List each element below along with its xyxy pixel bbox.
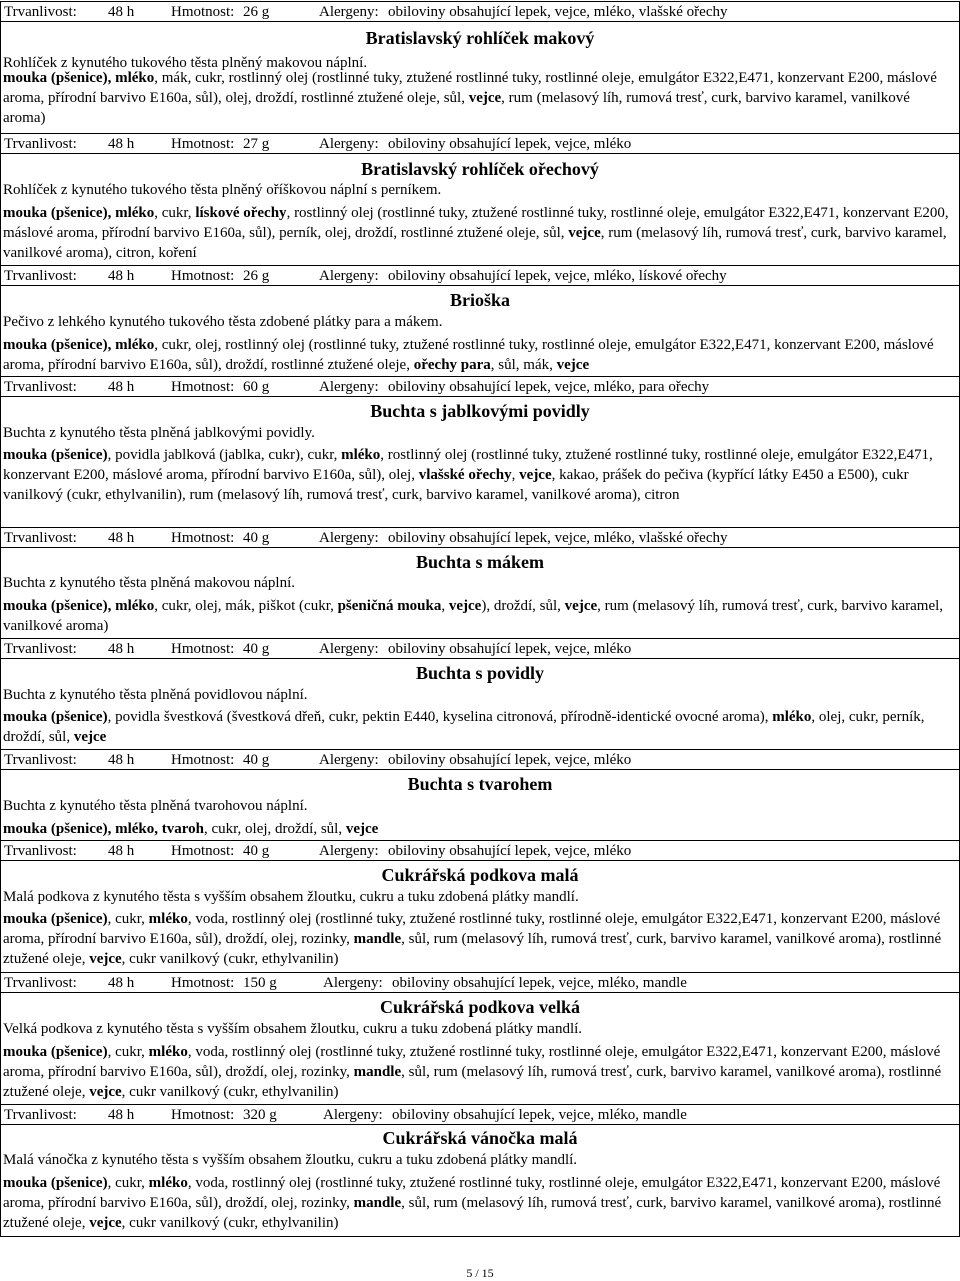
ingredient-text: , sůl, rum (melasový líh, rumová tresť, curk, barvivo karamel, vanilkové aroma), rostlinné ztužené oleje, xyxy=(3,931,942,967)
shelf-life-label: Trvanlivost: xyxy=(4,641,77,657)
page-number: 5 / 15 xyxy=(466,1266,494,1280)
allergens-value: obiloviny obsahující lepek, vejce, mléko xyxy=(388,136,632,152)
product-description: Rohlíček z kynutého tukového těsta plněný oříškovou náplní s perníkem. xyxy=(3,182,442,198)
product-title: Cukrářská podkova velká xyxy=(379,997,581,1017)
ingredient-allergen: mouka (pšenice), mléko xyxy=(3,337,155,353)
product-title: Buchta s tvarohem xyxy=(407,774,553,794)
product-ingredients xyxy=(3,1173,956,1235)
weight-value: 27 g xyxy=(243,136,270,152)
ingredient-allergen: mouka (pšenice), mléko xyxy=(3,205,155,221)
ingredient-allergen: vejce xyxy=(73,729,107,745)
allergens-label: Alergeny: xyxy=(323,1107,383,1123)
product-ingredients xyxy=(3,707,956,747)
shelf-life-value: 48 h xyxy=(108,641,135,657)
ingredient-allergen: mandle xyxy=(353,931,402,947)
product-description: Rohlíček z kynutého tukového těsta plněný makovou náplní. xyxy=(3,55,368,71)
ingredient-allergen: vejce xyxy=(468,90,502,106)
allergens-value: obiloviny obsahující lepek, vejce, mléko, mandle xyxy=(392,975,687,991)
weight-value: 150 g xyxy=(243,975,277,991)
product-info-row xyxy=(0,972,960,993)
ingredient-allergen: mouka (pšenice), mléko xyxy=(3,70,155,86)
product-info-row xyxy=(0,638,960,659)
product-info-row xyxy=(0,840,960,861)
weight-label: Hmotnost: xyxy=(171,641,235,657)
product-ingredients xyxy=(3,335,956,375)
allergens-value: obiloviny obsahující lepek, vejce, mléko, vlašské ořechy xyxy=(388,4,728,20)
allergens-value: obiloviny obsahující lepek, vejce, mléko xyxy=(388,843,632,859)
product-description: Malá vánočka z kynutého těsta s vyšším obsahem žloutku, cukru a tuku zdobená plátky mandlí. xyxy=(3,1152,578,1168)
ingredient-allergen: vejce xyxy=(564,598,598,614)
product-title: Buchta s mákem xyxy=(415,552,544,572)
product-ingredients xyxy=(3,1042,956,1104)
ingredient-text: , rostlinný olej (rostlinné tuky, ztužené rostlinné tuky, rostlinné oleje, emulgátor E322,E471, konzervant E200, máslové aroma, přírodní barvivo E160a, sůl), perník, olej, droždí, rostlinné ztužené oleje, sůl, xyxy=(3,205,949,241)
ingredient-allergen: lískové ořechy xyxy=(195,205,287,221)
ingredient-text: ), droždí, sůl, xyxy=(481,598,565,614)
weight-value: 40 g xyxy=(243,752,270,768)
product-title: Bratislavský rohlíček ořechový xyxy=(361,159,599,179)
product-description: Buchta z kynutého těsta plněná tvarohovou náplní. xyxy=(3,798,308,814)
shelf-life-value: 48 h xyxy=(108,530,135,546)
ingredient-text: , mák, cukr, rostlinný olej (rostlinné tuky, ztužené rostlinné tuky, rostlinné oleje, emulgátor E322,E471, konzervant E200, máslové aroma, přírodní barvivo E160a, sůl), olej, droždí, rostlinné ztužené oleje, sůl, xyxy=(3,70,937,106)
ingredient-allergen: mouka (pšenice) xyxy=(3,1175,108,1191)
allergens-label: Alergeny: xyxy=(319,4,379,20)
ingredient-allergen: vejce xyxy=(448,598,482,614)
ingredient-text: , xyxy=(511,467,520,483)
ingredient-text: , cukr, xyxy=(107,911,149,927)
shelf-life-label: Trvanlivost: xyxy=(4,379,77,395)
product-description: Pečivo z lehkého kynutého tukového těsta zdobené plátky para a mákem. xyxy=(3,314,443,330)
shelf-life-value: 48 h xyxy=(108,4,135,20)
weight-label: Hmotnost: xyxy=(171,1107,235,1123)
weight-value: 40 g xyxy=(243,843,270,859)
ingredient-text: , sůl, rum (melasový líh, rumová tresť, curk, barvivo karamel, vanilkové aroma), rostlinné ztužené oleje, xyxy=(3,1195,942,1231)
product-title: Brioška xyxy=(449,290,510,310)
weight-label: Hmotnost: xyxy=(171,752,235,768)
ingredient-allergen: mouka (pšenice) xyxy=(3,709,108,725)
shelf-life-value: 48 h xyxy=(108,752,135,768)
ingredient-allergen: mléko xyxy=(148,911,188,927)
ingredient-text: , rum (melasový líh, rumová tresť, curk, barvivo karamel, vanilkové aroma) xyxy=(3,90,910,126)
allergens-value: obiloviny obsahující lepek, vejce, mléko, lískové ořechy xyxy=(388,268,727,284)
product-ingredients xyxy=(3,68,956,130)
weight-label: Hmotnost: xyxy=(171,975,235,991)
product-title: Cukrářská vánočka malá xyxy=(382,1128,578,1148)
allergens-label: Alergeny: xyxy=(319,379,379,395)
ingredient-allergen: mouka (pšenice) xyxy=(3,447,108,463)
product-info-row xyxy=(0,1,960,22)
ingredient-text: , cukr vanilkový (cukr, ethylvanilin) xyxy=(121,1215,339,1231)
ingredient-allergen: mléko xyxy=(341,447,381,463)
ingredient-allergen: mandle xyxy=(353,1064,402,1080)
shelf-life-label: Trvanlivost: xyxy=(4,752,77,768)
product-ingredients xyxy=(3,596,956,636)
ingredient-text: , cukr, olej, droždí, sůl, xyxy=(203,821,346,837)
ingredient-allergen: vejce xyxy=(89,1215,122,1231)
allergens-value: obiloviny obsahující lepek, vejce, mléko xyxy=(388,641,632,657)
ingredient-text: , cukr vanilkový (cukr, ethylvanilin) xyxy=(121,951,339,967)
weight-value: 40 g xyxy=(243,530,270,546)
weight-value: 26 g xyxy=(243,268,270,284)
ingredient-allergen: mouka (pšenice) xyxy=(3,1044,108,1060)
product-title: Cukrářská podkova malá xyxy=(381,865,579,885)
ingredient-allergen: vlašské ořechy xyxy=(418,467,512,483)
ingredient-allergen: pšeničná mouka xyxy=(337,598,442,614)
ingredient-allergen: mouka (pšenice), mléko xyxy=(3,598,155,614)
product-description: Buchta z kynutého těsta plněná makovou náplní. xyxy=(3,575,296,591)
weight-label: Hmotnost: xyxy=(171,4,235,20)
ingredient-text: , rostlinný olej (rostlinné tuky, ztužené rostlinné tuky, rostlinné oleje, emulgátor E322,E471, konzervant E200, máslové aroma, přírodní barvivo E160a, sůl), olej, xyxy=(3,447,933,483)
ingredient-allergen: mouka (pšenice) xyxy=(3,911,108,927)
shelf-life-label: Trvanlivost: xyxy=(4,975,77,991)
product-description: Velká podkova z kynutého těsta s vyšším obsahem žloutku, cukru a tuku zdobená plátky mandlí. xyxy=(3,1021,583,1037)
page-frame-left xyxy=(0,21,1,1236)
shelf-life-value: 48 h xyxy=(108,136,135,152)
shelf-life-value: 48 h xyxy=(108,268,135,284)
weight-label: Hmotnost: xyxy=(171,136,235,152)
allergens-value: obiloviny obsahující lepek, vejce, mléko, vlašské ořechy xyxy=(388,530,728,546)
ingredient-text: , rum (melasový líh, rumová tresť, curk, barvivo karamel, vanilkové aroma) xyxy=(3,598,944,634)
ingredient-allergen: vejce xyxy=(89,1084,122,1100)
weight-value: 320 g xyxy=(243,1107,277,1123)
allergens-value: obiloviny obsahující lepek, vejce, mléko xyxy=(388,752,632,768)
ingredient-text: , cukr, olej, mák, piškot (cukr, xyxy=(154,598,338,614)
ingredient-allergen: vejce xyxy=(345,821,379,837)
product-description: Buchta z kynutého těsta plněná povidlovou náplní. xyxy=(3,687,308,703)
ingredient-allergen: mléko xyxy=(148,1175,188,1191)
product-title: Bratislavský rohlíček makový xyxy=(365,28,595,48)
allergens-label: Alergeny: xyxy=(319,752,379,768)
allergens-value: obiloviny obsahující lepek, vejce, mléko, mandle xyxy=(392,1107,687,1123)
shelf-life-label: Trvanlivost: xyxy=(4,1107,77,1123)
shelf-life-value: 48 h xyxy=(108,975,135,991)
allergens-value: obiloviny obsahující lepek, vejce, mléko, para ořechy xyxy=(388,379,710,395)
ingredient-text: , sůl, rum (melasový líh, rumová tresť, curk, barvivo karamel, vanilkové aroma), rostlinné ztužené oleje, xyxy=(3,1064,942,1100)
shelf-life-value: 48 h xyxy=(108,1107,135,1123)
ingredient-text: , cukr vanilkový (cukr, ethylvanilin) xyxy=(121,1084,339,1100)
ingredient-allergen: vejce xyxy=(89,951,122,967)
shelf-life-label: Trvanlivost: xyxy=(4,843,77,859)
ingredient-text: , kakao, prášek do pečiva (kypřící látky E450 a E500), cukr vanilkový (cukr, ethylvanilin), rum (melasový líh, rumová tresť, curk, barvivo karamel, vanilkové aroma), citron xyxy=(3,467,909,503)
weight-label: Hmotnost: xyxy=(171,843,235,859)
ingredient-text: , povidla jablková (jablka, cukr), cukr, xyxy=(107,447,342,463)
product-info-row xyxy=(0,133,960,154)
product-info-row xyxy=(0,265,960,286)
ingredient-allergen: ořechy para xyxy=(413,357,491,373)
ingredient-allergen: mléko xyxy=(148,1044,188,1060)
weight-label: Hmotnost: xyxy=(171,530,235,546)
shelf-life-label: Trvanlivost: xyxy=(4,530,77,546)
shelf-life-value: 48 h xyxy=(108,379,135,395)
ingredient-text: , cukr, xyxy=(154,205,196,221)
allergens-label: Alergeny: xyxy=(319,530,379,546)
allergens-label: Alergeny: xyxy=(323,975,383,991)
product-ingredients xyxy=(3,445,956,527)
ingredient-text: , olej, cukr, perník, droždí, sůl, xyxy=(3,709,925,745)
product-title: Buchta s jablkovými povidly xyxy=(370,401,590,421)
product-ingredients xyxy=(3,909,956,971)
weight-label: Hmotnost: xyxy=(171,268,235,284)
allergens-label: Alergeny: xyxy=(319,136,379,152)
ingredient-text: , rum (melasový líh, rumová tresť, curk, barvivo karamel, vanilkové aroma), citron, koření xyxy=(3,225,947,261)
ingredient-text: , voda, rostlinný olej (rostlinné tuky, ztužené rostlinné tuky, rostlinné oleje, emulgátor E322,E471, konzervant E200, máslové aroma, přírodní barvivo E160a, sůl), droždí, olej, rozinky, xyxy=(3,911,941,947)
product-title: Buchta s povidly xyxy=(415,663,545,683)
product-info-row xyxy=(0,749,960,770)
ingredient-allergen: vejce xyxy=(556,357,590,373)
product-info-row xyxy=(0,527,960,548)
product-ingredients xyxy=(3,819,956,839)
shelf-life-label: Trvanlivost: xyxy=(4,136,77,152)
ingredient-text: , povidla švestková (švestková dřeň, cukr, pektin E440, kyselina citronová, přírodně-identické ovocné aroma), xyxy=(107,709,773,725)
ingredient-allergen: vejce xyxy=(568,225,601,241)
ingredient-allergen: mandle xyxy=(353,1195,402,1211)
page-frame-bottom xyxy=(0,1236,960,1237)
weight-label: Hmotnost: xyxy=(171,379,235,395)
ingredient-allergen: mléko xyxy=(772,709,812,725)
ingredient-text: , cukr, xyxy=(107,1044,149,1060)
weight-value: 40 g xyxy=(243,641,270,657)
ingredient-text: , sůl, mák, xyxy=(490,357,557,373)
shelf-life-label: Trvanlivost: xyxy=(4,268,77,284)
ingredient-allergen: mouka (pšenice), mléko, tvaroh xyxy=(3,821,204,837)
allergens-label: Alergeny: xyxy=(319,843,379,859)
ingredient-text: , cukr, olej, rostlinný olej (rostlinné tuky, ztužené rostlinné tuky, rostlinné oleje, emulgátor E322,E471, konzervant E200, máslové aroma, přírodní barvivo E160a, sůl), droždí, rostlinné ztužené oleje, xyxy=(3,337,934,373)
product-ingredients xyxy=(3,203,956,265)
ingredient-allergen: vejce xyxy=(519,467,552,483)
ingredient-text: , cukr, xyxy=(107,1175,149,1191)
ingredient-text: , voda, rostlinný olej (rostlinné tuky, ztužené rostlinné tuky, rostlinné oleje, emulgátor E322,E471, konzervant E200, máslové aroma, přírodní barvivo E160a, sůl), droždí, olej, rozinky, xyxy=(3,1044,941,1080)
product-description: Malá podkova z kynutého těsta s vyšším obsahem žloutku, cukru a tuku zdobená plátky mandlí. xyxy=(3,889,579,905)
weight-value: 60 g xyxy=(243,379,270,395)
product-description: Buchta z kynutého těsta plněná jablkovými povidly. xyxy=(3,425,315,441)
product-info-row xyxy=(0,1104,960,1125)
ingredient-text: , xyxy=(441,598,449,614)
weight-value: 26 g xyxy=(243,4,270,20)
shelf-life-value: 48 h xyxy=(108,843,135,859)
shelf-life-label: Trvanlivost: xyxy=(4,4,77,20)
allergens-label: Alergeny: xyxy=(319,268,379,284)
ingredient-text: , voda, rostlinný olej (rostlinné tuky, ztužené rostlinné tuky, rostlinné oleje, emulgátor E322,E471, konzervant E200, máslové aroma, přírodní barvivo E160a, sůl), droždí, olej, rozinky, xyxy=(3,1175,941,1211)
allergens-label: Alergeny: xyxy=(319,641,379,657)
product-info-row xyxy=(0,376,960,397)
